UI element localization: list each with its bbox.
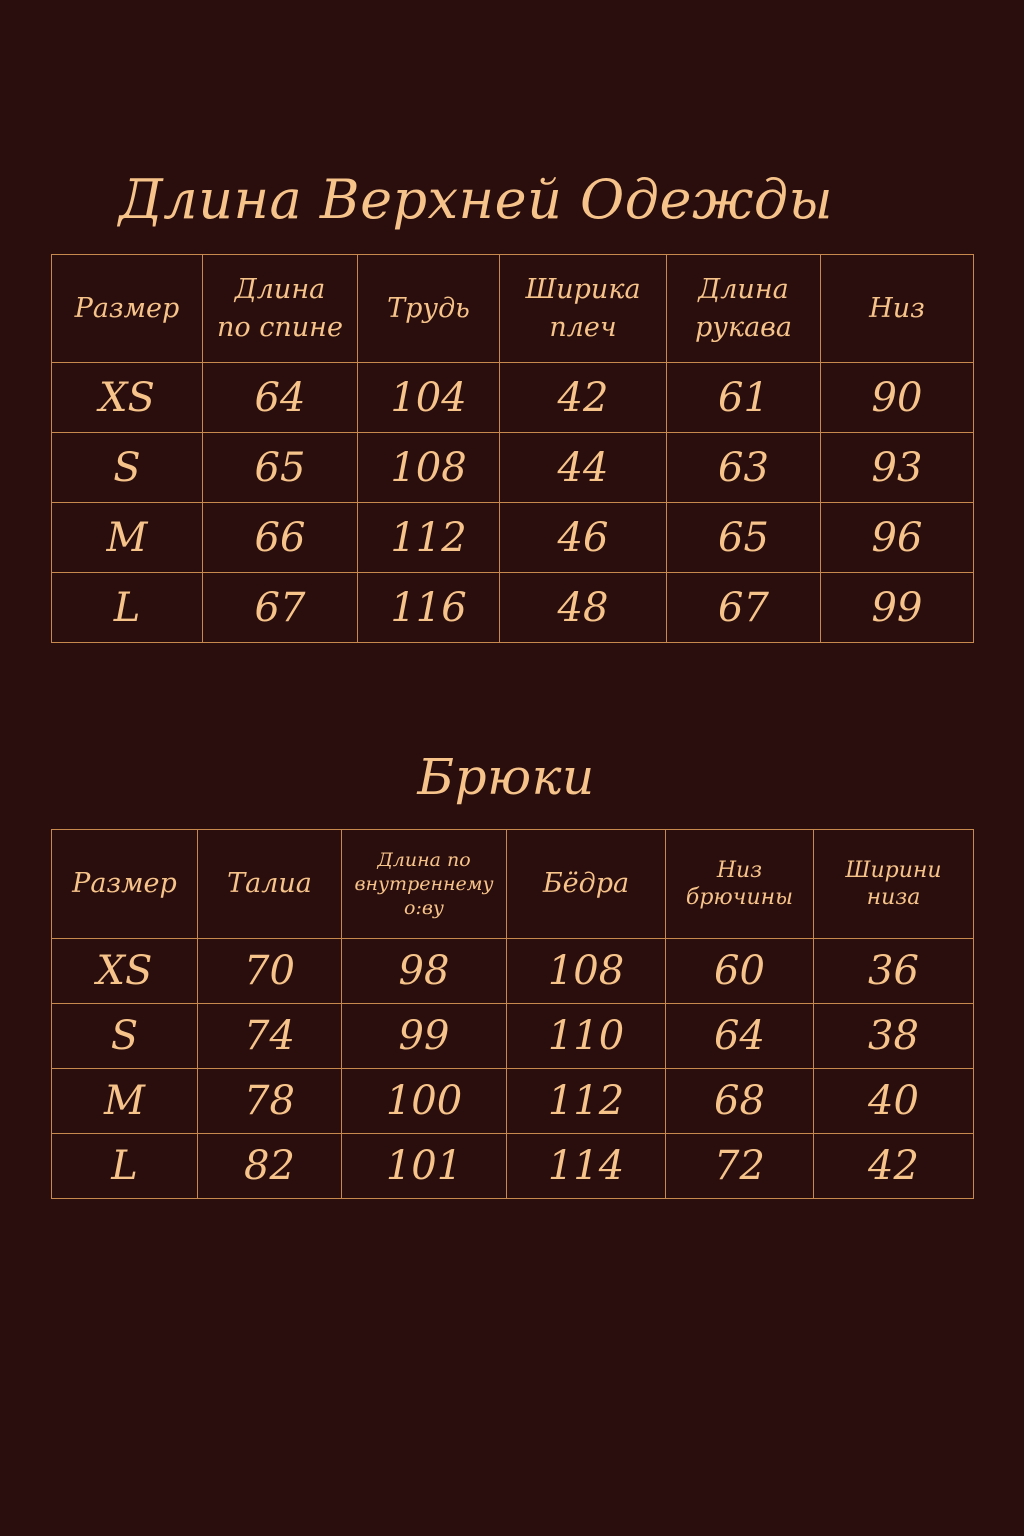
table-cell: 78 [198,1069,342,1134]
table-cell: 72 [666,1134,814,1199]
table-cell: 67 [203,573,358,643]
table-row [52,1004,974,1069]
column-header-inseam-length: Длина по внутреннему о:ву [342,830,507,939]
table-cell: 61 [667,363,821,433]
table-cell: 90 [821,363,974,433]
column-header-size: Размер [52,830,198,939]
column-header-shoulder-width: Ширика плеч [500,255,667,363]
table-cell: 38 [814,1004,974,1069]
table-cell: 48 [500,573,667,643]
table-cell: 42 [814,1134,974,1199]
table-cell: 44 [500,433,667,503]
table-cell: 100 [342,1069,507,1134]
table-cell: 64 [666,1004,814,1069]
table-cell: 108 [507,939,666,1004]
size-cell: S [52,433,203,503]
column-header-hips: Бёдра [507,830,666,939]
column-header-back-length: Длина по спине [203,255,358,363]
table-cell: 108 [358,433,500,503]
table-cell: 65 [203,433,358,503]
table-cell: 64 [203,363,358,433]
table-row [52,363,974,433]
table-cell: 36 [814,939,974,1004]
size-cell: M [52,1069,198,1134]
table-row [52,433,974,503]
table-cell: 70 [198,939,342,1004]
table-cell: 112 [358,503,500,573]
size-cell: XS [52,363,203,433]
table-cell: 67 [667,573,821,643]
pants-title: Брюки [417,748,595,806]
size-cell: M [52,503,203,573]
table-row [52,1069,974,1134]
table-cell: 74 [198,1004,342,1069]
table-cell: 66 [203,503,358,573]
table-cell: 60 [666,939,814,1004]
table-cell: 112 [507,1069,666,1134]
size-cell: L [52,1134,198,1199]
table-cell: 116 [358,573,500,643]
table-row [52,1134,974,1199]
size-cell: XS [52,939,198,1004]
table-cell: 65 [667,503,821,573]
table-row [52,503,974,573]
column-header-chest: Трудь [358,255,500,363]
table-cell: 99 [342,1004,507,1069]
table-cell: 96 [821,503,974,573]
table-cell: 104 [358,363,500,433]
table-header-row [52,830,974,939]
column-header-sleeve-length: Длина рукава [667,255,821,363]
table-cell: 46 [500,503,667,573]
column-header-size: Размер [52,255,203,363]
table-cell: 63 [667,433,821,503]
table-header-row [52,255,974,363]
outerwear-size-table [51,254,974,643]
table-row [52,939,974,1004]
column-header-bottom-width: Ширини низа [814,830,974,939]
table-cell: 101 [342,1134,507,1199]
table-cell: 114 [507,1134,666,1199]
table-cell: 99 [821,573,974,643]
column-header-bottom: Низ [821,255,974,363]
table-cell: 98 [342,939,507,1004]
table-cell: 68 [666,1069,814,1134]
size-cell: L [52,573,203,643]
table-cell: 93 [821,433,974,503]
size-cell: S [52,1004,198,1069]
table-cell: 40 [814,1069,974,1134]
outerwear-title: Длина Верхней Одежды [118,168,834,231]
table-cell: 82 [198,1134,342,1199]
table-cell: 110 [507,1004,666,1069]
column-header-leg-opening: Низ брючины [666,830,814,939]
pants-size-table [51,829,974,1199]
table-cell: 42 [500,363,667,433]
column-header-waist: Талиа [198,830,342,939]
table-row [52,573,974,643]
